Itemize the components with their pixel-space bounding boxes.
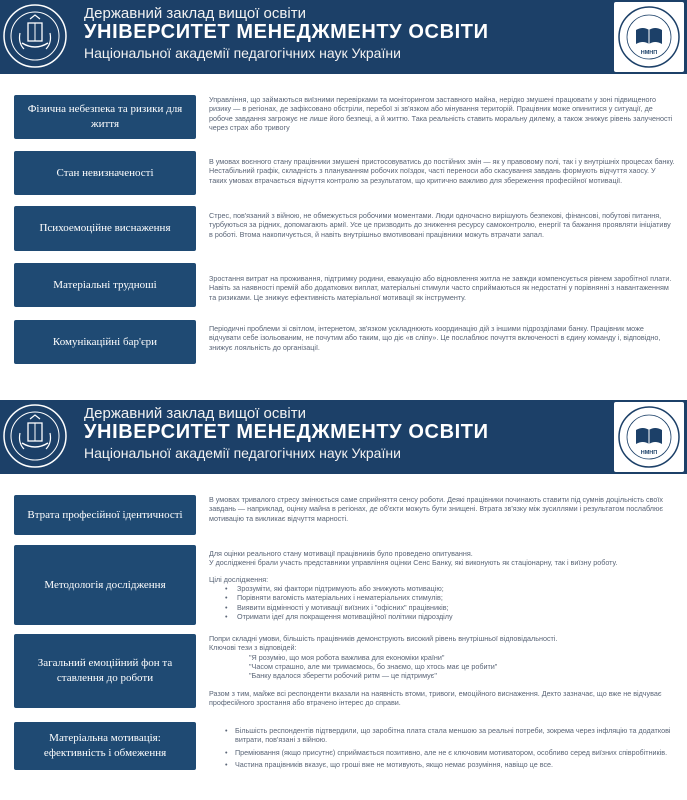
row-title: Методологія дослідження [14, 545, 196, 625]
logo-abbr: НМНП [640, 450, 658, 456]
row-title: Загальний емоційний фон та ставлення до роботи [14, 634, 196, 708]
logo-abbr: НМНП [640, 50, 658, 56]
factor-description: Зростання витрат на проживання, підтримку родини, евакуацію або відновлення житла не завжди компенсується рівнем заробітної плати. Навіть за наявності премій або додаткових виплат, матеріальні стимули часто сприймаються як недостатні у порівнянні з навантаженням та ризиками. Це знижує ефективність матеріальної мотивації як інструменту. [209, 274, 672, 302]
quote-item: "Банку вдалося зберегти робочий ритм — це підтримує" [249, 671, 437, 681]
university-seal-logo [2, 3, 68, 69]
factor-description: В умовах воєнного стану працівники змушені пристосовуватись до постійних змін — як у правовому полі, так і у внутрішніх процесах банку. Нестабільний графік, складність з плануванням робочих поїздок, часті переноси або скасування завдань формують відчуття хаосу. У таких умовах втрачається відчуття контролю за результатом, що критично важливо для збереження професійної мотивації. [209, 157, 675, 185]
institution-type: Державний заклад вищої освіти [84, 5, 306, 22]
factor-title: Матеріальні трудноші [14, 263, 196, 307]
university-seal-logo [2, 403, 68, 469]
goal-item: • Зрозуміти, які фактори підтримують або знижують мотивацію; [237, 584, 675, 593]
university-book-logo [614, 2, 684, 72]
slide-header [0, 400, 687, 474]
material-bullet: • Преміювання (якщо присутнє) сприймається позитивно, але не є ключовим мотиватором, особливо серед виїзних співробітників. [209, 748, 675, 757]
emotional-intro: Попри складні умови, більшість працівників демонструють високий рівень внутрішньої відповідальності. [209, 634, 558, 643]
factor-title: Комунікаційні бар'єри [14, 320, 196, 364]
factor-description: Періодичні проблеми зі світлом, інтернетом, зв'язком ускладнюють координацію дій з іншими підрозділами банку. Працівник може відчувати себе ізольованим, не почутим або таким, що діє «в сліпу». Це послаблює почуття включеності в єдину команду і, відповідно, знижує лояльність до організації. [209, 324, 661, 352]
institution-type: Державний заклад вищої освіти [84, 405, 306, 422]
factor-description: Стрес, пов'язаний з війною, не обмежується робочими моментами. Люди одночасно вирішують безпекові, фінансові, побутові питання, турбуються за рідних, допомагають армії. Усе це призводить до зниження ресурсу самоконтролю, енергії та бажання проявляти ініціативу в роботі. Втома накопичується, й навіть внутрішньо вмотивовані працівники можуть втрачати запал. [209, 211, 671, 239]
goals-title: Цілі дослідження: [209, 574, 269, 584]
slide-2 [0, 382, 687, 800]
material-bullet: • Частина працівників вказує, що гроші вже не мотивують, якщо немає розуміння, навіщо це все. [209, 760, 675, 769]
factor-title: Фізична небезпека та ризики для життя [14, 95, 196, 139]
methodology-text [209, 549, 675, 622]
academy-name: Національної академії педагогічних наук України [84, 45, 401, 61]
factor-title: Стан невизначеності [14, 151, 196, 195]
quote-item: "Часом страшно, але ми тримаємось, бо знаємо, що хтось має це робити" [249, 662, 498, 672]
material-text [209, 726, 675, 773]
row-description: В умовах тривалого стресу змінюється саме сприйняття сенсу роботи. Деякі працівники починають ставити під сумнів доцільність своїх завдань — наприклад, оцінку майна в регіонах, де об'єкти можуть бути знищені. Втрата зв'язку між зусиллями і результатом послаблює мотивацію та викликає відчуття марності. [209, 495, 664, 523]
goals-list [209, 584, 675, 621]
university-name: УНІВЕРСИТЕТ МЕНЕДЖМЕНТУ ОСВІТИ [84, 421, 489, 443]
slide-header [0, 0, 687, 74]
quote-item: "Я розумію, що моя робота важлива для економіки країни" [249, 652, 445, 662]
row-title: Матеріальна мотивація: ефективність і обмеження [14, 722, 196, 770]
goal-item: • Порівняти вагомість матеріальних і нематеріальних стимулів; [237, 593, 675, 602]
row-title: Втрата професійної ідентичності [14, 495, 196, 535]
academy-name: Національної академії педагогічних наук України [84, 445, 401, 461]
methodology-intro: Для оцінки реального стану мотивації працівників було проведено опитування. [209, 549, 473, 558]
theses-title: Ключові тези з відповідей: [209, 643, 297, 653]
emotional-conclusion: Разом з тим, майже всі респонденти вказали на наявність втоми, тривоги, емоційного виснаження. Дехто зазначає, що вже не відчуває професійного зростання або втрачено інтерес до справи. [209, 688, 662, 708]
factor-title: Психоемоційне виснаження [14, 206, 196, 251]
methodology-participants: У дослідженні брали участь представники управління оцінки Сенс Банку, які виконують як стаціонарну, так і виїзну роботу. [209, 558, 618, 568]
university-name: УНІВЕРСИТЕТ МЕНЕДЖМЕНТУ ОСВІТИ [84, 21, 489, 43]
goal-item: • Виявити відмінності у мотивації виїзних і "офісних" працівників; [237, 603, 675, 612]
slide-1 [0, 0, 687, 382]
factor-description: Управління, що займаються виїзними перевірками та моніторингом заставного майна, нерідко змушені працювати у зоні підвищеного ризику — в регіонах, де зафіксовано обстріли, перебої зі зв'язком або мінування територій. Працівник може опинитися у ситуації, де робоче завдання загрожує не лише його безпеці, а й життю. Така реальність ставить моральну дилему, а також знижує рівень залученості через страх або тривогу [209, 95, 673, 133]
material-bullet: • Більшість респондентів підтвердили, що заробітна плата стала меншою за реальні потреби, зокрема через інфляцію та додаткові витрати, пов'язані з війною. [209, 726, 675, 745]
university-book-logo [614, 402, 684, 472]
goal-item: • Отримати ідеї для покращення мотиваційної політики підрозділу [237, 612, 675, 621]
emotional-text [209, 634, 675, 708]
